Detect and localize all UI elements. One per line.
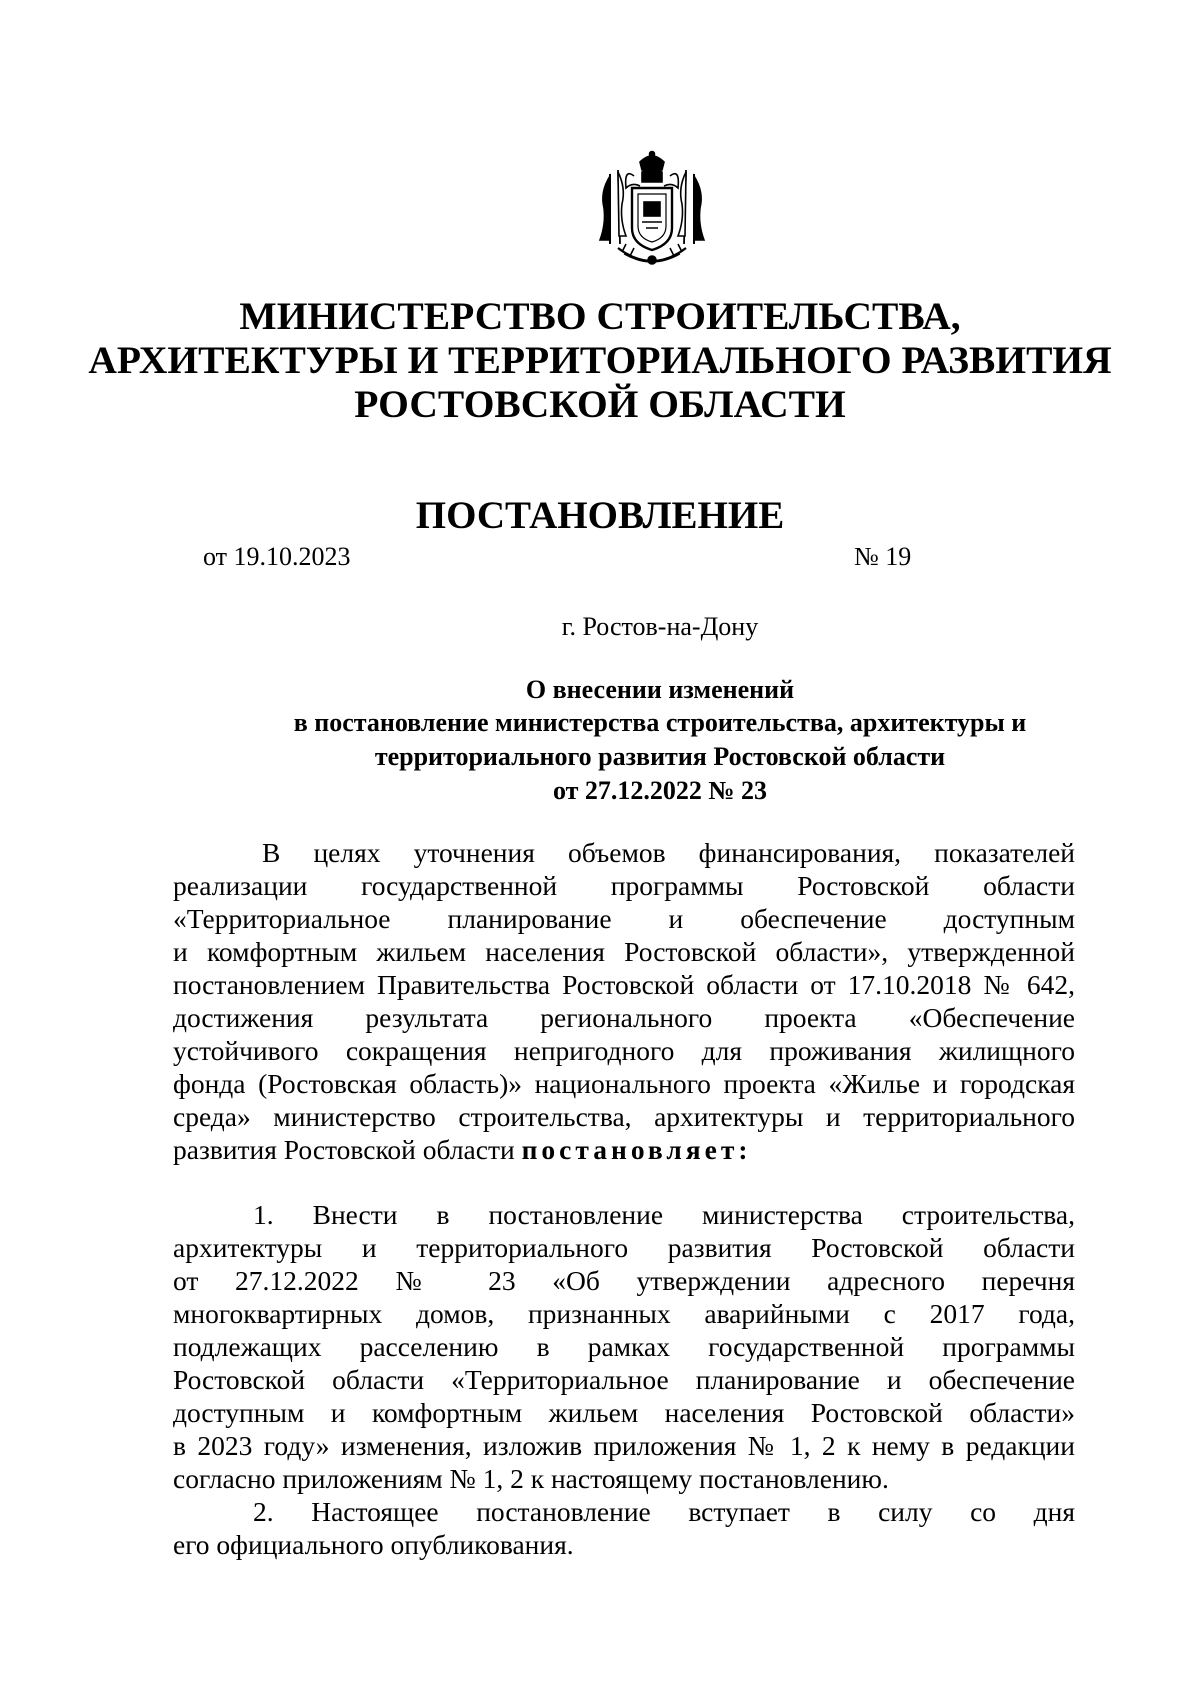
preamble-line: и комфортным жильем населения Ростовской области», утвержденной [173,936,1075,967]
item1-line: от 27.12.2022 № 23 «Об утверждении адресного перечня [173,1265,1075,1296]
subject-line-3: территориального развития Ростовской области [374,742,946,771]
item1-line: доступным и комфортным жильем населения Ростовской области» [173,1397,1075,1428]
subject-line-2: в постановление министерства строительства, архитектуры и [293,708,1027,737]
preamble-line: реализации государственной программы Ростовской области [173,870,1075,901]
document-number: № 19 [854,542,912,571]
ministry-name-line-3: РОСТОВСКОЙ ОБЛАСТИ [354,382,846,426]
item1-line: многоквартирных домов, признанных аварийными с 2017 года, [173,1298,1075,1329]
item1-line: Ростовской области «Территориальное планирование и обеспечение [173,1364,1075,1395]
item1-line: согласно приложениям № 1, 2 к настоящему постановлению. [173,1463,889,1494]
preamble-line: постановлением Правительства Ростовской области от 17.10.2018 № 642, [173,969,1075,1000]
ministry-name-line-2: АРХИТЕКТУРЫ И ТЕРРИТОРИАЛЬНОГО РАЗВИТИЯ [88,338,1112,382]
item1-line: подлежащих расселению в рамках государственной программы [173,1331,1075,1362]
preamble-line: среда» министерство строительства, архитектуры и территориального [173,1101,1075,1132]
resolves-word: постановляет: [521,1134,752,1165]
document-city: г. Ростов-на-Дону [561,612,759,641]
rostov-region-coat-of-arms-icon [596,148,708,274]
item1-line: в 2023 году» изменения, изложив приложения № 1, 2 к нему в редакции [173,1430,1075,1461]
preamble-last-line [173,1134,1075,1166]
item1-line: архитектуры и территориального развития Ростовской области [173,1232,1075,1263]
preamble-line: устойчивого сокращения непригодного для проживания жилищного [173,1035,1075,1066]
item2-line: его официального опубликования. [173,1529,574,1560]
preamble-line: В целях уточнения объемов финансирования, показателей [262,837,1075,868]
subject-line-4: от 27.12.2022 № 23 [552,776,768,805]
preamble-line: развития Ростовской области [173,1134,515,1165]
item1-line: 1. Внести в постановление министерства строительства, [253,1199,1075,1230]
document-type-title: ПОСТАНОВЛЕНИЕ [415,494,785,537]
item2-line: 2. Настоящее постановление вступает в силу со дня [253,1496,1075,1527]
subject-line-1: О внесении изменений [525,675,795,704]
ministry-name-line-1: МИНИСТЕРСТВО СТРОИТЕЛЬСТВА, [239,294,961,338]
preamble-line: достижения результата регионального проекта «Обеспечение [173,1002,1075,1033]
document-date: от 19.10.2023 [203,542,351,571]
preamble-line: фонда (Ростовская область)» национального проекта «Жилье и городская [173,1068,1075,1099]
preamble-line: «Территориальное планирование и обеспечение доступным [173,903,1075,934]
